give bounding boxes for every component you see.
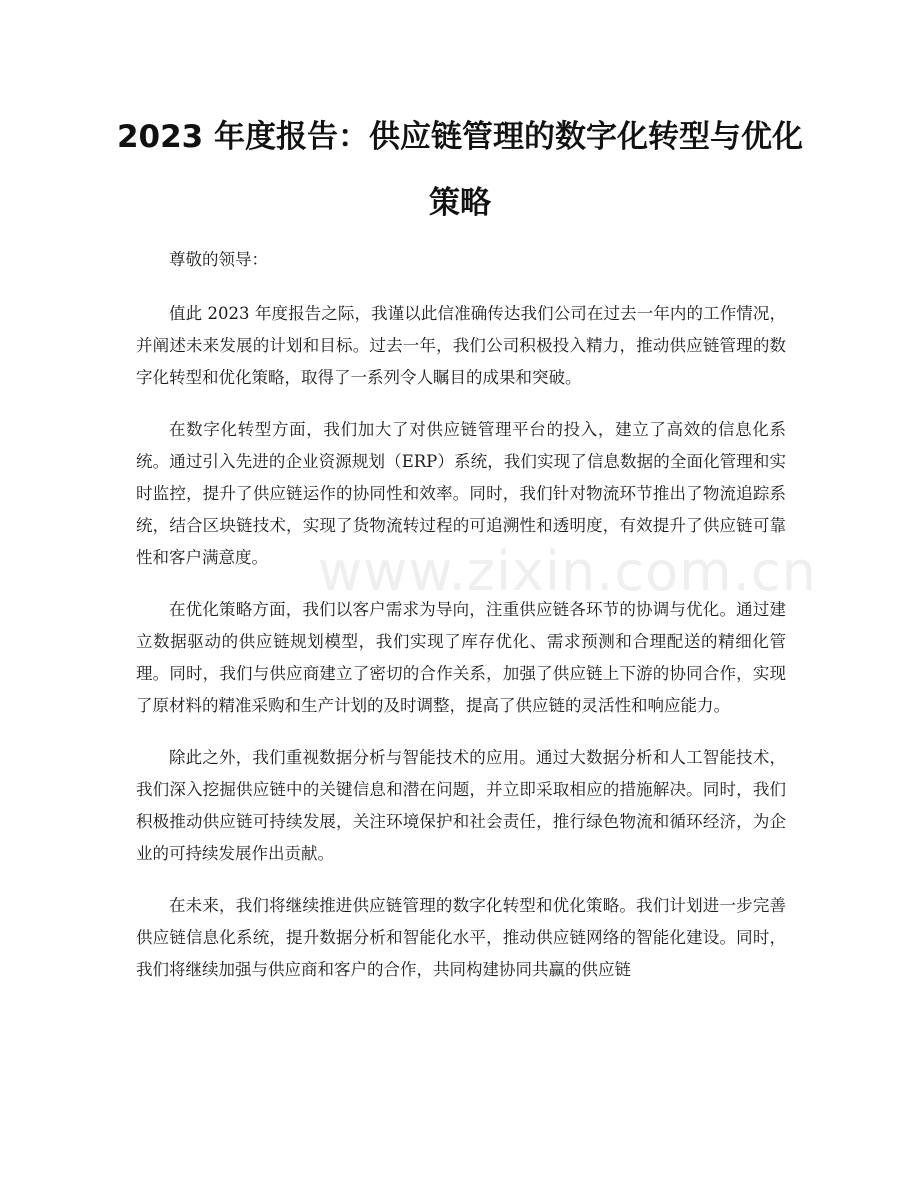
document-body [136, 244, 786, 1006]
paragraph-intro: 值此 2023 年度报告之际，我谨以此信准确传达我们公司在过去一年内的工作情况，并阐述未来发展的计划和目标。过去一年，我们公司积极投入精力，推动供应链管理的数字化转型和优化策略，取得了一系列令人瞩目的成果和突破。 [136, 304, 786, 387]
document-title: 2023 年度报告：供应链管理的数字化转型与优化策略 [116, 119, 804, 221]
watermark: www.zixin.com.cn [318, 540, 817, 603]
salutation: 尊敬的领导： [169, 250, 268, 269]
paragraph-optimization-strategy: 在优化策略方面，我们以客户需求为导向，注重供应链各环节的协调与优化。通过建立数据驱动的供应链规划模型，我们实现了库存优化、需求预测和合理配送的精细化管理。同时，我们与供应商建立了密切的合作关系，加强了供应链上下游的协同合作，实现了原材料的精准采购和生产计划的及时调整，提高了供应链的灵活性和响应能力。 [136, 600, 786, 715]
paragraph-future-plans: 在未来，我们将继续推进供应链管理的数字化转型和优化策略。我们计划进一步完善供应链信息化系统，提升数据分析和智能化水平，推动供应链网络的智能化建设。同时，我们将继续加强与供应商和客户的合作，共同构建协同共赢的供应链 [136, 896, 786, 979]
paragraph-digital-transformation: 在数字化转型方面，我们加大了对供应链管理平台的投入，建立了高效的信息化系统。通过引入先进的企业资源规划（ERP）系统，我们实现了信息数据的全面化管理和实时监控，提升了供应链运作的协同性和效率。同时，我们针对物流环节推出了物流追踪系统，结合区块链技术，实现了货物流转过程的可追溯性和透明度，有效提升了供应链可靠性和客户满意度。 [136, 420, 786, 567]
paragraph-data-analytics: 除此之外，我们重视数据分析与智能技术的应用。通过大数据分析和人工智能技术，我们深入挖掘供应链中的关键信息和潜在问题，并立即采取相应的措施解决。同时，我们积极推动供应链可持续发展，关注环境保护和社会责任，推行绿色物流和循环经济，为企业的可持续发展作出贡献。 [136, 748, 786, 863]
